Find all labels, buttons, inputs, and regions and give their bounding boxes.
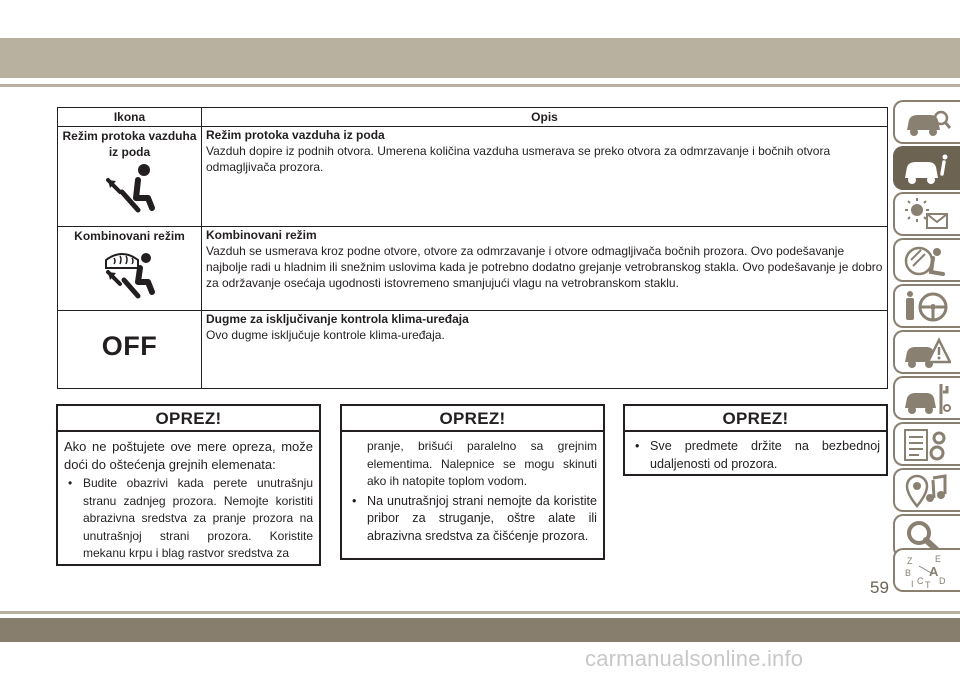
header-rule (0, 84, 960, 87)
tab-emergency[interactable] (893, 330, 960, 374)
caution-bullet: • Budite obazrivi kada perete unutrašnju stranu zadnjeg prozora. Nemojte koristiti abrazivna sredstva za pranje prozora na unutrašnjoj strani prozora. Koristite mekanu krpu i blag rastvor sredstva za (64, 475, 313, 563)
tab-car-search[interactable] (893, 100, 960, 144)
icon-cell (58, 311, 202, 389)
row-title: Kombinovani režim (206, 228, 317, 242)
header-band (0, 38, 960, 78)
tab-car-info[interactable] (893, 146, 960, 190)
floor-airflow-icon (100, 160, 160, 218)
tab-warning-lights[interactable] (893, 192, 960, 236)
caution-body (342, 432, 603, 545)
row-title: Dugme za isključivanje kontrola klima-uređaja (206, 312, 469, 326)
car-info-icon (903, 152, 951, 186)
starting-driving-icon (903, 290, 951, 324)
index-letter: T (925, 580, 931, 590)
caution-intro: Ako ne poštujete ove mere opreza, može doći do oštećenja grejnih elemenata: (64, 439, 313, 472)
caution-bullet: • Na unutrašnjoj strani nemojte da koristite pribor za struganje, oštre alate ili abrazivna sredstva za čišćenje prozora. (348, 493, 597, 546)
tab-index[interactable] (893, 548, 960, 592)
table-row (58, 311, 888, 389)
caution-continued: pranje, brišući paralelno sa grejnim elementima. Nalepnice se mogu skinuti ako ih natopite toplom vodom. (367, 439, 597, 488)
tab-technical-specs[interactable] (893, 422, 960, 466)
car-emergency-icon (903, 336, 951, 370)
watermark-text: carmanualsonline.info (585, 646, 804, 671)
caution-box (340, 404, 605, 560)
row-body: Vazduh se usmerava kroz podne otvore, otvore za odmrzavanje i otvore odmagljivača bočnih prozora. Ovo podešavanje najbolje radi u hladnim ili snežnim uslovima kada je potrebno dodatno grejanje vetrobranskog stakla. Ovo podešavanje je dobro za održavanje osećaja ugodnosti istovremeno smanjujući vlagu na vetrobranskom staklu. (206, 244, 883, 290)
caution-heading: OPREZ! (342, 406, 603, 432)
row-label: Režim protoka vazduha iz poda (62, 129, 197, 159)
row-label: Kombinovani režim (74, 229, 185, 243)
warning-light-message-icon (903, 198, 951, 232)
row-title: Režim protoka vazduha iz poda (206, 128, 385, 142)
caution-box (56, 404, 321, 566)
car-service-icon (903, 382, 951, 416)
index-letter: B (905, 568, 912, 578)
description-cell (202, 127, 888, 227)
icon-cell (58, 127, 202, 227)
caution-body (625, 432, 886, 473)
caution-heading: OPREZ! (625, 406, 886, 432)
tab-service[interactable] (893, 376, 960, 420)
table-header-row (58, 108, 888, 127)
row-body: Ovo dugme isključuje kontrole klima-uređaja. (206, 328, 445, 342)
index-letter: D (939, 576, 946, 586)
index-letter: Z (907, 556, 913, 566)
index-letter: E (935, 554, 942, 564)
multimedia-icon (903, 474, 951, 508)
icon-description-table (57, 107, 888, 389)
icon-cell (58, 227, 202, 311)
page-number: 59 (870, 578, 889, 597)
index-letter: I (911, 579, 914, 589)
footer-band (0, 618, 960, 642)
mix-mode-icon (100, 244, 160, 302)
header-desc: Opis (202, 108, 888, 127)
caution-box (623, 404, 888, 476)
caution-bullet: • Sve predmete držite na bezbednoj udaljenosti od prozora. (631, 438, 880, 473)
table-row (58, 227, 888, 311)
tab-starting-driving[interactable] (893, 284, 960, 328)
car-search-icon (903, 106, 951, 140)
table-row (58, 127, 888, 227)
airbag-safety-icon (903, 244, 951, 278)
index-letter: A (929, 564, 939, 579)
row-body: Vazduh dopire iz podnih otvora. Umerena količina vazduha usmerava se preko otvora za odmrzavanje i bočnih otvora odmagljivača prozora. (206, 144, 831, 174)
caution-heading: OPREZ! (58, 406, 319, 432)
tab-multimedia[interactable] (893, 468, 960, 512)
index-letter: C (917, 576, 924, 586)
description-cell (202, 227, 888, 311)
off-icon: OFF (101, 331, 158, 361)
technical-specs-icon (903, 428, 951, 462)
description-cell (202, 311, 888, 389)
footer-rule (0, 611, 960, 614)
header-icon: Ikona (58, 108, 202, 127)
caution-body (58, 432, 319, 563)
tab-safety[interactable] (893, 238, 960, 282)
index-letters-icon (903, 554, 951, 590)
